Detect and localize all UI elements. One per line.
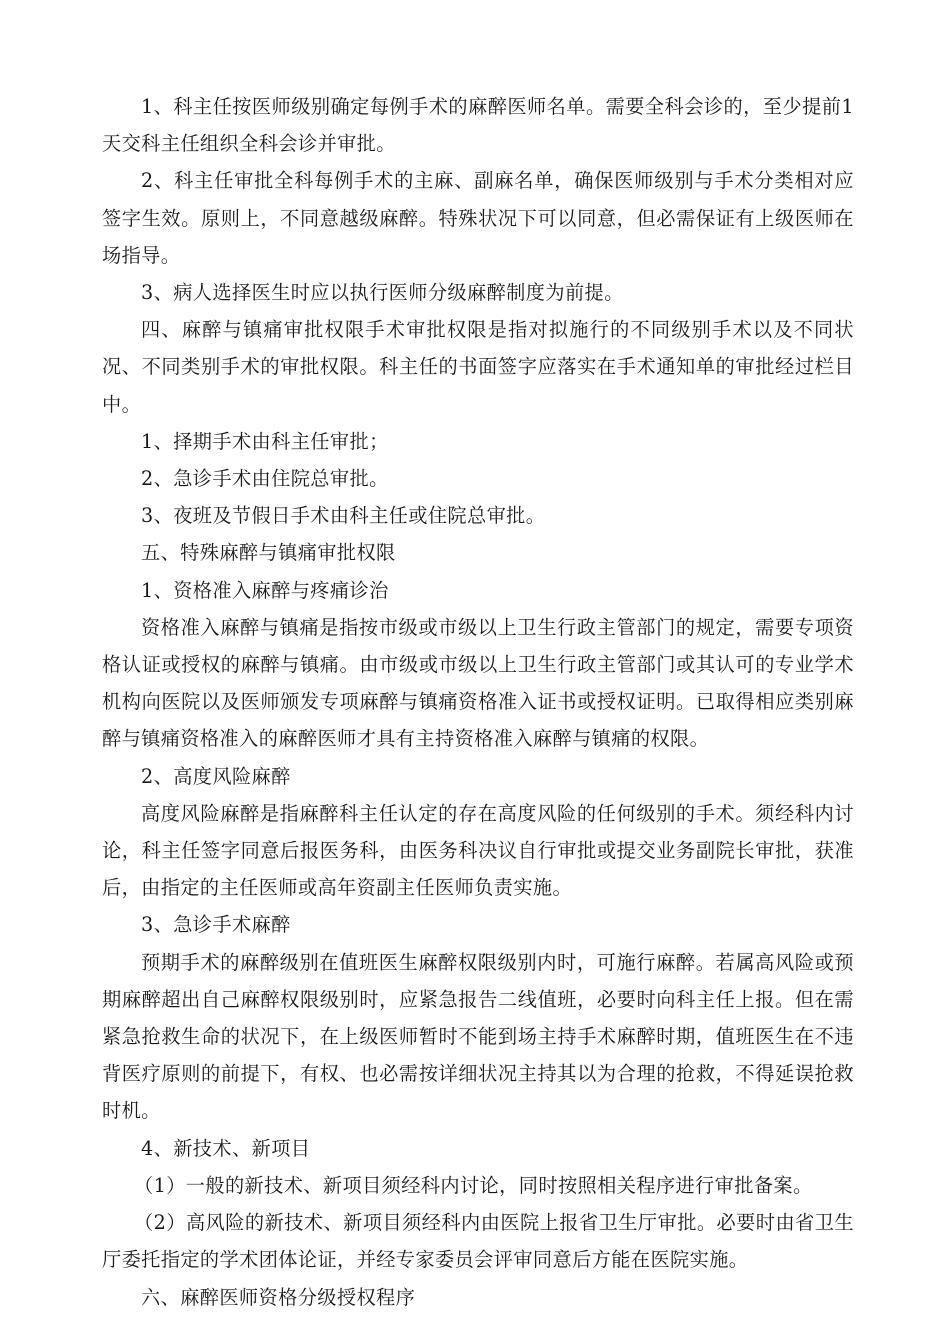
paragraph-5-4-item-2: （2）高风险的新技术、新项目须经科内由医院上报省卫生厅审批。必要时由省卫生厅委托指定的学术团体论证，并经专家委员会评审同意后方能在医院实施。 [102, 1211, 854, 1272]
subheading-5-2: 2、高度风险麻醉 [141, 764, 291, 788]
subheading-5-1: 1、资格准入麻醉与疼痛诊治 [141, 578, 389, 602]
paragraph-5-3-body: 预期手术的麻醉级别在值班医生麻醉权限级别内时，可施行麻醉。若属高风险或预期麻醉超出自己麻醉权限级别时，应紧急报告二线值班，必要时向科主任上报。但在需紧急抢救生命的状况下，在上级医师暂时不能到场主持手术麻醉时期，值班医生在不违背医疗原则的前提下，有权、也必需按详细状况主持其以为合理的抢救，不得延误抢救时机。 [102, 950, 854, 1123]
section-heading-6: 六、麻醉医师资格分级授权程序 [141, 1285, 416, 1309]
section-heading-4: 四、麻醉与镇痛审批权限手术审批权限是指对拟施行的不同级别手术以及不同状况、不同类别手术的审批权限。科主任的书面签字应落实在手术通知单的审批经过栏目中。 [102, 318, 854, 416]
paragraph-4-3: 3、夜班及节假日手术由科主任或住院总审批。 [141, 504, 546, 528]
paragraph-3: 3、病人选择医生时应以执行医师分级麻醉制度为前提。 [141, 281, 624, 305]
document-page [102, 88, 854, 1316]
subheading-5-4: 4、新技术、新项目 [141, 1136, 311, 1160]
paragraph-2: 2、科主任审批全科每例手术的主麻、副麻名单，确保医师级别与手术分类相对应签字生效。原则上，不同意越级麻醉。特殊状况下可以同意，但必需保证有上级医师在场指导。 [102, 169, 854, 267]
paragraph-5-1-body: 资格准入麻醉与镇痛是指按市级或市级以上卫生行政主管部门的规定，需要专项资格认证或授权的麻醉与镇痛。由市级或市级以上卫生行政主管部门或其认可的专业学术机构向医院以及医师颁发专项麻醉与镇痛资格准入证书或授权证明。已取得相应类别麻醉与镇痛资格准入的麻醉医师才具有主持资格准入麻醉与镇痛的权限。 [102, 615, 854, 751]
paragraph-4-2: 2、急诊手术由住院总审批。 [141, 467, 389, 491]
section-heading-5: 五、特殊麻醉与镇痛审批权限 [141, 541, 396, 565]
paragraph-5-4-item-1: （1）一般的新技术、新项目须经科内讨论，同时按照相关程序进行审批备案。 [134, 1173, 813, 1197]
paragraph-4-1: 1、择期手术由科主任审批； [141, 429, 389, 453]
subheading-5-3: 3、急诊手术麻醉 [141, 913, 291, 937]
paragraph-1: 1、科主任按医师级别确定每例手术的麻醉医师名单。需要全科会诊的，至少提前1天交科主任组织全科会诊并审批。 [102, 95, 854, 156]
paragraph-5-2-body: 高度风险麻醉是指麻醉科主任认定的存在高度风险的任何级别的手术。须经科内讨论，科主任签字同意后报医务科，由医务科决议自行审批或提交业务副院长审批，获准后，由指定的主任医师或高年资副主任医师负责实施。 [102, 801, 854, 900]
